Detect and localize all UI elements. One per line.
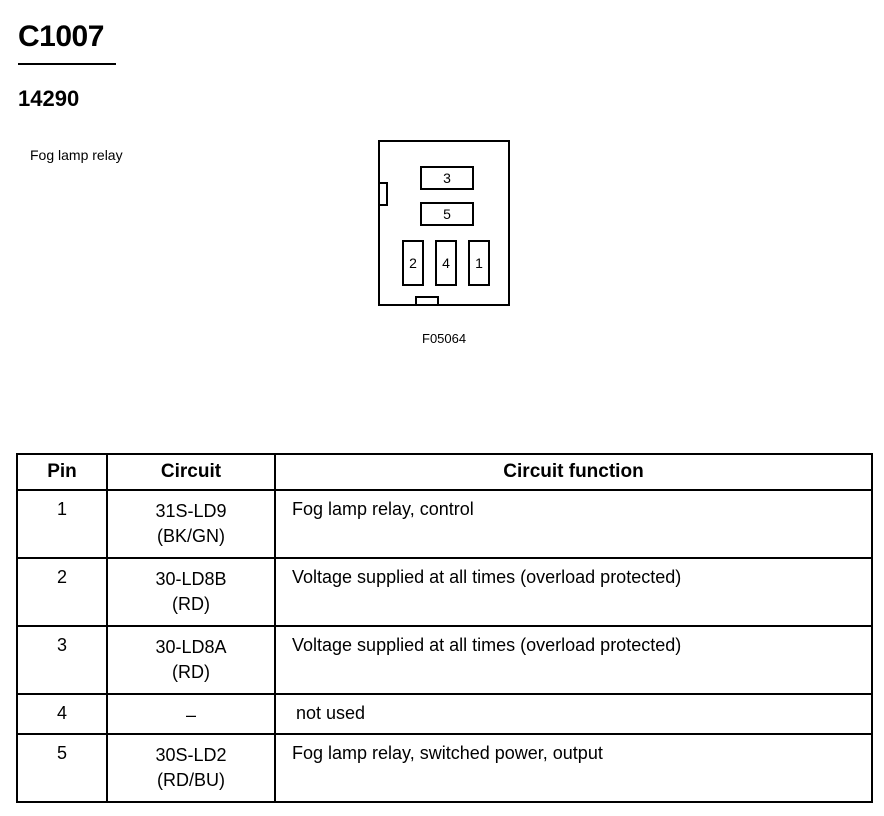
title-underline (18, 63, 116, 65)
connector-id: C1007 (18, 20, 104, 53)
header-pin: Pin (17, 454, 107, 490)
pin-3-terminal: 3 (420, 166, 474, 190)
cell-circuit (107, 626, 275, 694)
table-header-row (17, 454, 872, 490)
part-number: 14290 (18, 86, 80, 111)
table-row (17, 626, 872, 694)
cell-pin: 3 (17, 626, 107, 694)
table-row (17, 558, 872, 626)
cell-pin: 1 (17, 490, 107, 558)
pin-2-terminal: 2 (402, 240, 424, 286)
circuit-code: 30-LD8B (155, 569, 227, 589)
connector-diagram (378, 140, 510, 306)
table-row (17, 734, 872, 802)
connector-side-latch (378, 182, 388, 206)
connector-bottom-latch (415, 296, 439, 306)
cell-function: Fog lamp relay, control (275, 490, 872, 558)
circuit-code: 31S-LD9 (155, 501, 227, 521)
wire-color: (RD/BU) (157, 770, 225, 790)
cell-circuit (107, 734, 275, 802)
cell-function: not used (275, 694, 872, 734)
circuit-code: 30-LD8A (155, 637, 227, 657)
table-row (17, 490, 872, 558)
cell-circuit (107, 558, 275, 626)
pin-4-terminal: 4 (435, 240, 457, 286)
table-row (17, 694, 872, 734)
cell-function: Voltage supplied at all times (overload protected) (275, 626, 872, 694)
cell-function: Fog lamp relay, switched power, output (275, 734, 872, 802)
cell-pin: 5 (17, 734, 107, 802)
cell-circuit (107, 694, 275, 734)
circuit-code: 30S-LD2 (155, 745, 227, 765)
header-circuit-function: Circuit function (275, 454, 872, 490)
pin-1-terminal: 1 (468, 240, 490, 286)
wire-color: (BK/GN) (156, 526, 225, 546)
cell-pin: 2 (17, 558, 107, 626)
wire-color: (RD) (172, 662, 210, 682)
figure-code: F05064 (422, 331, 467, 346)
cell-circuit (107, 490, 275, 558)
pin-table (16, 453, 873, 803)
wire-color: (RD) (172, 594, 210, 614)
header-circuit: Circuit (107, 454, 275, 490)
circuit-code: – (185, 705, 196, 725)
pin-5-terminal: 5 (420, 202, 474, 226)
connector-description: Fog lamp relay (30, 147, 123, 163)
cell-pin: 4 (17, 694, 107, 734)
cell-function: Voltage supplied at all times (overload protected) (275, 558, 872, 626)
